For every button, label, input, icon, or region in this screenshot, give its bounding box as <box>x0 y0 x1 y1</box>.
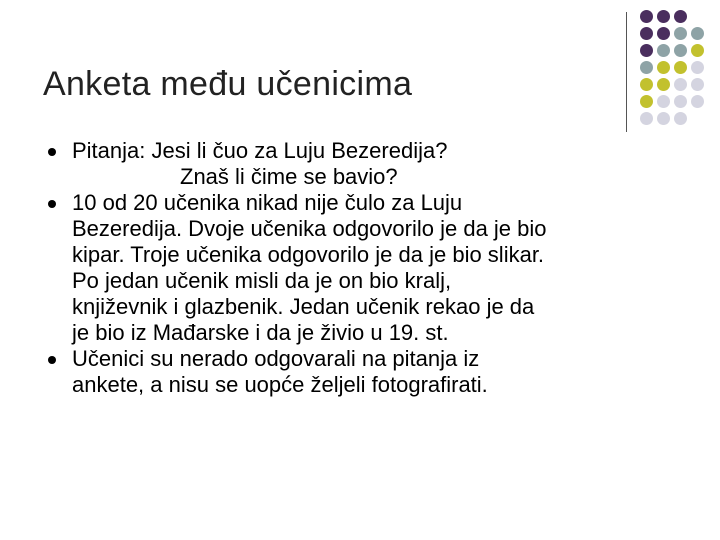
decorative-dot-icon <box>640 95 653 108</box>
bullet-dot-icon <box>48 356 56 364</box>
decorative-dot-icon <box>691 78 704 91</box>
decorative-dot-icon <box>657 10 670 23</box>
bullet-line: Po jedan učenik misli da je on bio kralj, <box>72 268 452 293</box>
decorative-dot-icon <box>674 112 687 125</box>
decorative-dot-icon <box>640 27 653 40</box>
decorative-dot-icon <box>640 78 653 91</box>
bullet-line: Učenici su nerado odgovarali na pitanja iz <box>72 346 480 371</box>
bullet-line: kipar. Troje učenika odgovorilo je da je bio slikar. <box>72 242 545 267</box>
decorative-dot-icon <box>657 27 670 40</box>
decorative-dot-icon <box>691 27 704 40</box>
bullet-dot-icon <box>48 200 56 208</box>
bullet-list <box>47 138 697 398</box>
decorative-dot-icon <box>640 10 653 23</box>
decorative-dot-icon <box>674 61 687 74</box>
decorative-dot-icon <box>657 44 670 57</box>
decorative-dot-icon <box>640 112 653 125</box>
bullet-dot-icon <box>48 148 56 156</box>
decorative-dot-icon <box>674 27 687 40</box>
decorative-dot-grid <box>640 10 720 140</box>
bullet-line: Bezeredija. Dvoje učenika odgovorilo je da je bio <box>72 216 547 241</box>
slide-title: Anketa među učenicima <box>43 65 413 103</box>
bullet-line: Pitanja: Jesi li čuo za Luju Bezeredija? <box>72 138 448 163</box>
bullet-item-conclusion <box>47 346 697 398</box>
decorative-dot-icon <box>674 78 687 91</box>
decorative-dot-icon <box>674 44 687 57</box>
decorative-dot-icon <box>640 61 653 74</box>
decorative-dot-icon <box>691 61 704 74</box>
decorative-dot-icon <box>691 44 704 57</box>
bullet-line: je bio iz Mađarske i da je živio u 19. st. <box>72 320 449 345</box>
bullet-line: ankete, a nisu se uopće željeli fotografirati. <box>72 372 488 397</box>
decorative-dot-icon <box>674 95 687 108</box>
bullet-line: Znaš li čime se bavio? <box>180 164 398 189</box>
decorative-dot-icon <box>640 44 653 57</box>
bullet-item-results <box>47 190 697 346</box>
decorative-dot-icon <box>657 95 670 108</box>
decorative-dot-icon <box>691 95 704 108</box>
bullet-line: književnik i glazbenik. Jedan učenik rekao je da <box>72 294 535 319</box>
decorative-dot-icon <box>657 78 670 91</box>
bullet-line: 10 od 20 učenika nikad nije čulo za Luju <box>72 190 463 215</box>
decorative-dot-icon <box>674 10 687 23</box>
decorative-dot-icon <box>657 61 670 74</box>
decorative-dot-icon <box>657 112 670 125</box>
bullet-item-questions <box>47 138 697 190</box>
divider-line <box>626 12 627 132</box>
